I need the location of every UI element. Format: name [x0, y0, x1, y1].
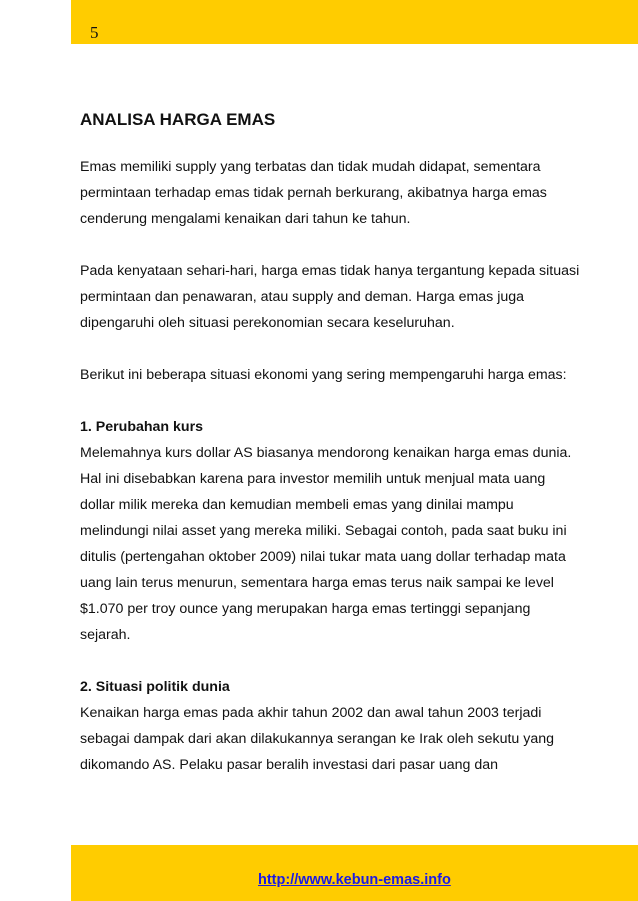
- footer-bar: [71, 845, 638, 901]
- article-body: [80, 110, 580, 804]
- section-world-politics: [80, 674, 580, 778]
- paragraph-market-factors: Pada kenyataan sehari-hari, harga emas tidak hanya tergantung kepada situasi permintaan dan penawaran, atau supply and deman. Harga emas juga dipengaruhi oleh situasi perekonomian secara keseluruhan.: [80, 263, 580, 331]
- article-title: ANALISA HARGA EMAS: [80, 110, 276, 129]
- website-link[interactable]: http://www.kebun-emas.info: [258, 872, 451, 888]
- paragraph-intro: Emas memiliki supply yang terbatas dan tidak mudah didapat, sementara permintaan terhadap emas tidak pernah berkurang, akibatnya harga emas cenderung mengalami kenaikan dari tahun ke tahun.: [80, 159, 547, 227]
- section-heading: 2. Situasi politik dunia: [80, 679, 230, 695]
- paragraph-economic-situations: Berikut ini beberapa situasi ekonomi yang sering mempengaruhi harga emas:: [80, 367, 567, 383]
- section-exchange-rate: [80, 414, 580, 648]
- section-heading: 1. Perubahan kurs: [80, 419, 204, 435]
- section-text: Kenaikan harga emas pada akhir tahun 2002 dan awal tahun 2003 terjadi sebagai dampak dari akan dilakukannya serangan ke Irak oleh sekutu yang dikomando AS. Pelaku pasar beralih investasi dari pasar uang dan: [80, 705, 555, 773]
- section-text: Melemahnya kurs dollar AS biasanya mendorong kenaikan harga emas dunia. Hal ini disebabkan karena para investor memilih untuk menjual mata uang dollar milik mereka dan kemudian membeli emas yang dinilai mampu melindungi nilai asset yang mereka miliki. Sebagai contoh, pada saat buku ini ditulis (pertengahan oktober 2009) nilai tukar mata uang dollar terhadap mata uang lain terus menurun, sementara harga emas terus naik sampai ke level $1.070 per troy ounce yang merupakan harga emas tertinggi sepanjang sejarah.: [80, 445, 572, 643]
- page-number: 5: [90, 23, 99, 42]
- header-bar: [71, 0, 638, 44]
